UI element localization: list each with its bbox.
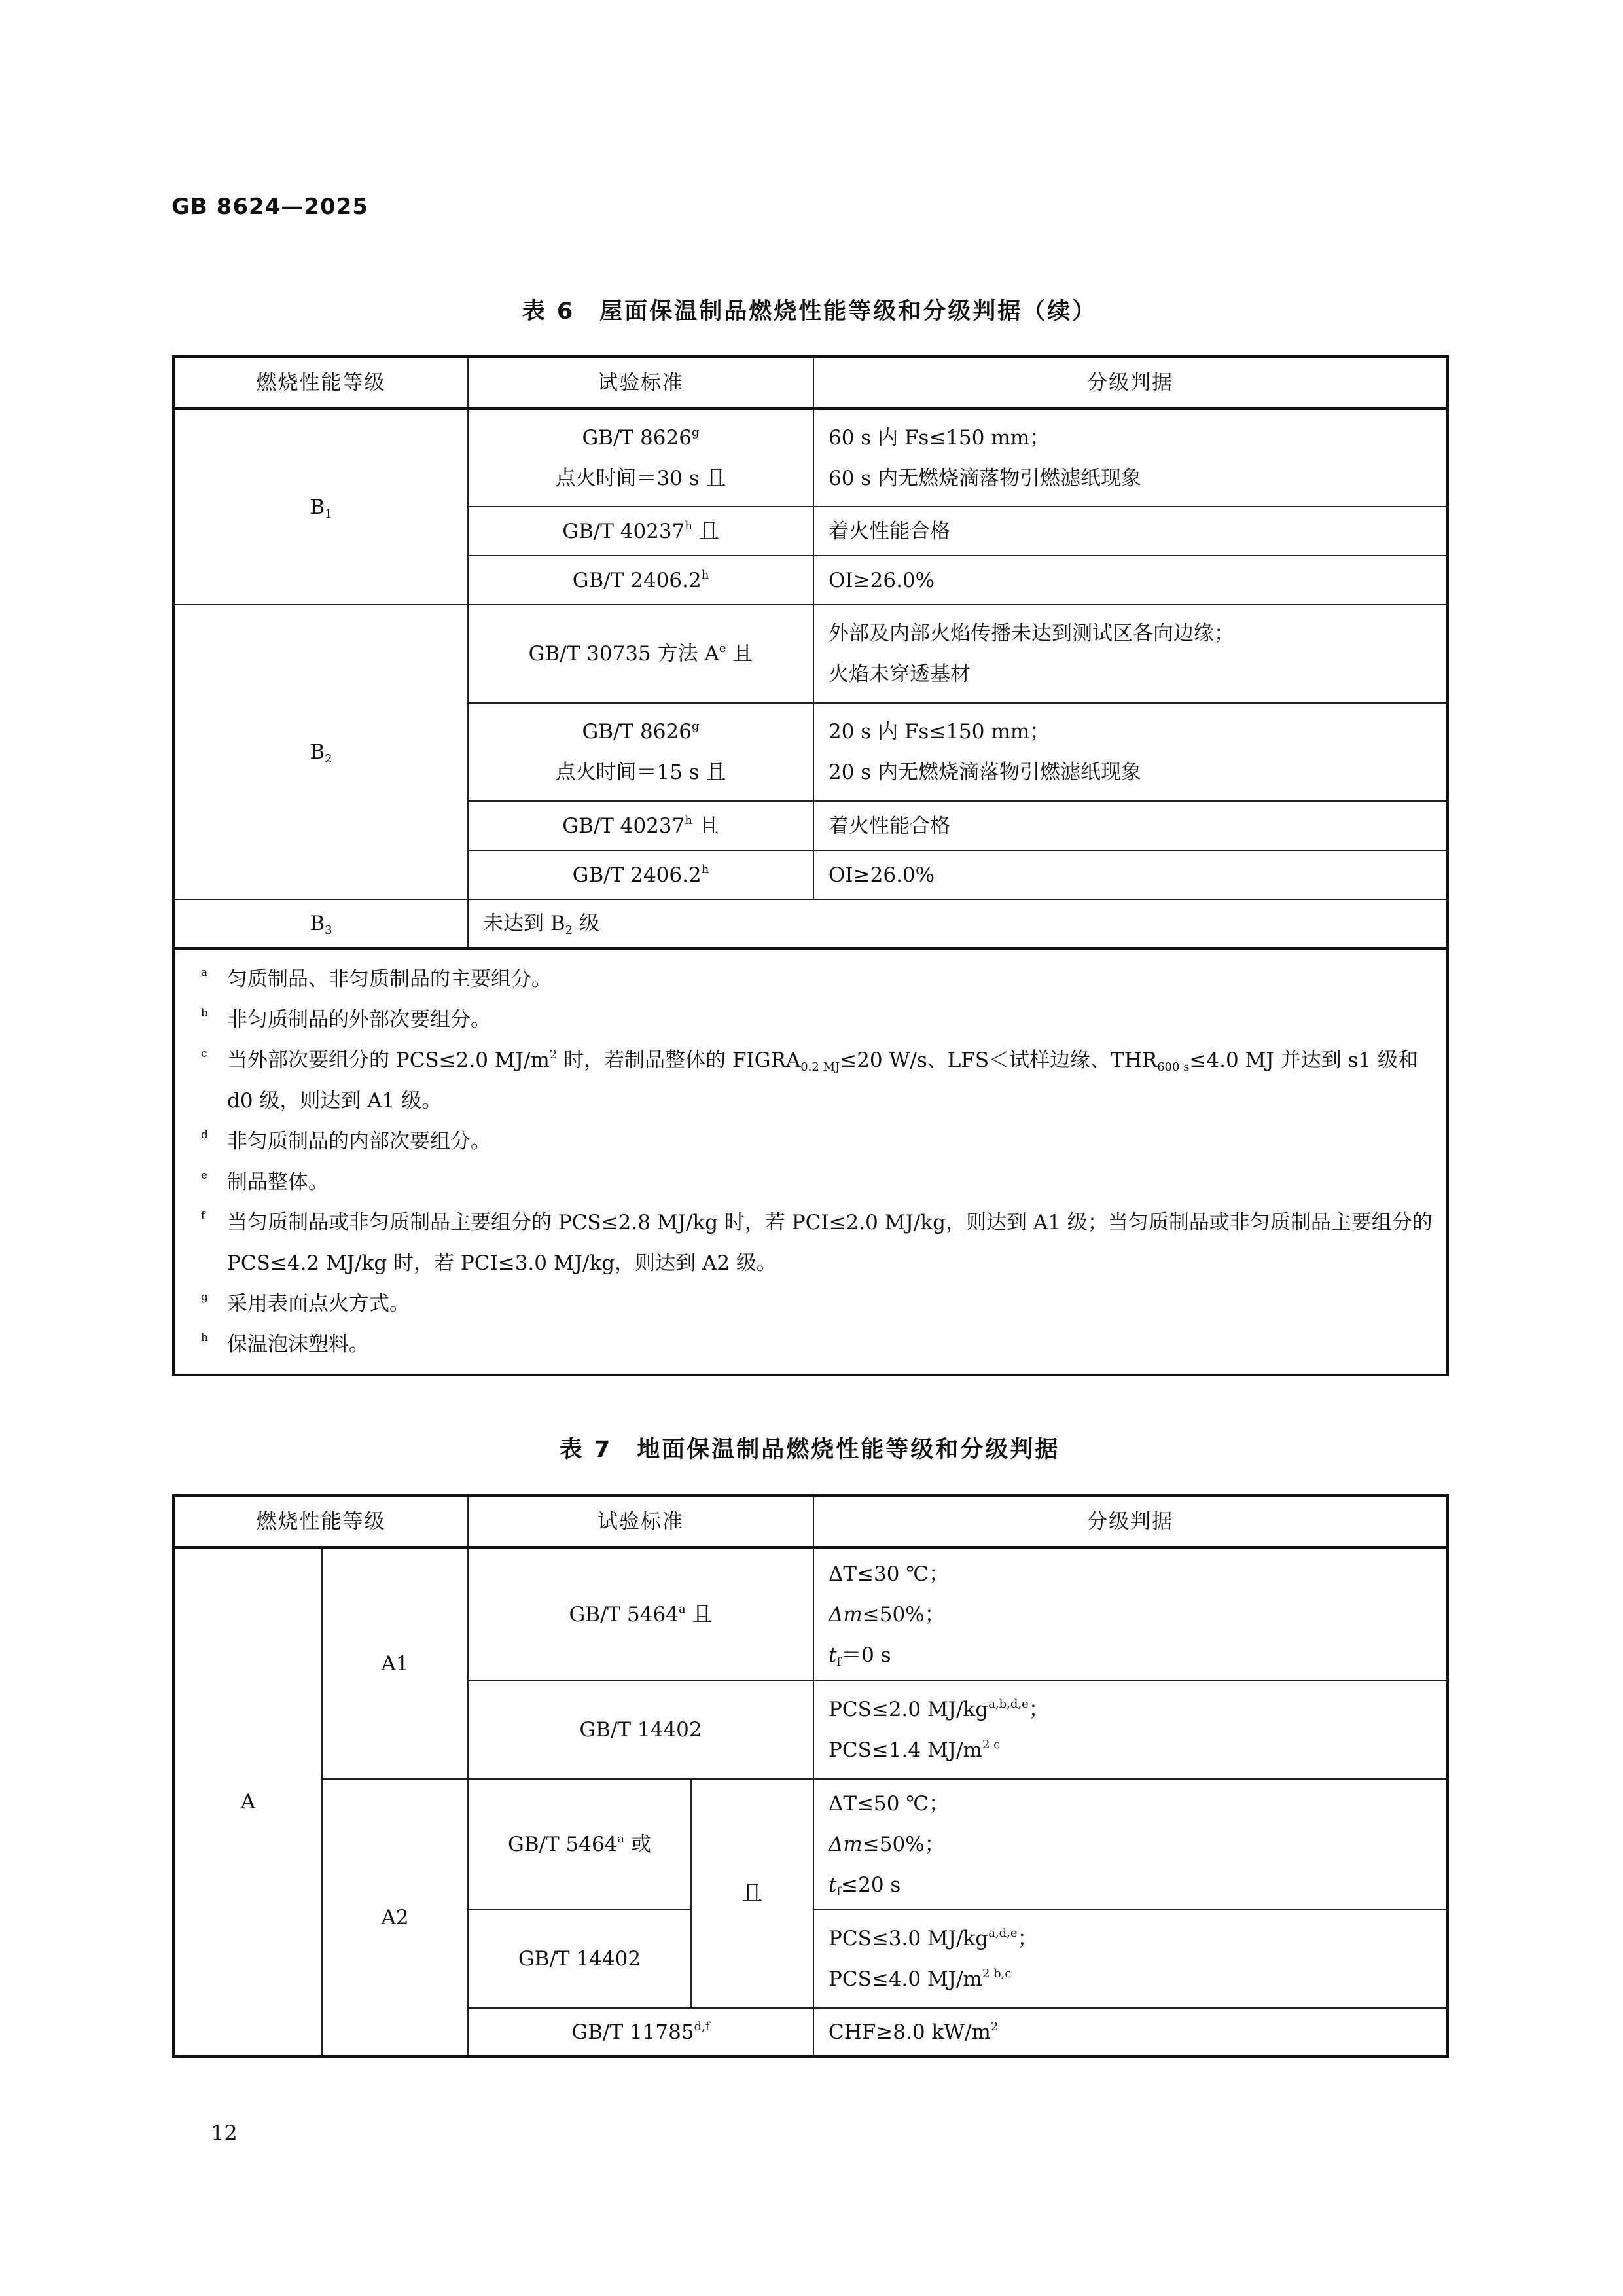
criteria-cell: PCS≤3.0 MJ/kg$^{a,d,e}$； PCS≤4.0 $MJ/m^{2 b,c}$	[813, 1910, 1448, 2008]
standard-cell: GB/T 40237$^h$ 且	[468, 801, 813, 850]
table6-footnotes	[173, 948, 1448, 1375]
footnote-a: a 匀质制品、非匀质制品的主要组分。	[201, 966, 552, 991]
col-header-grade: 燃烧性能等级	[173, 357, 468, 408]
grade-a2: A2	[322, 1779, 468, 2056]
criteria-cell: PCS≤2.0 MJ/kg$^{a,b,d,e}$； PCS≤1.4 $MJ/m^{2 c}$	[813, 1681, 1448, 1779]
table-row	[173, 899, 1448, 948]
standard-cell: GB/T 40237$^h$ 且	[468, 507, 813, 556]
col-header-criteria: 分级判据	[813, 1496, 1448, 1547]
standard-cell: GB/T 8626$^g$ 点火时间＝30 s 且	[468, 408, 813, 507]
table6-caption: 表 6 屋面保温制品燃烧性能等级和分级判据（续）	[522, 298, 1097, 325]
criteria-cell: 20 s 内 Fs≤150 mm； 20 s 内无燃烧滴落物引燃滤纸现象	[813, 703, 1448, 801]
footnote-g: g 采用表面点火方式。	[201, 1291, 410, 1316]
table6-notes-row	[173, 948, 1448, 1375]
standard-cell: GB/T 5464$^a$ 且	[468, 1547, 813, 1681]
standard-cell: GB/T 14402	[468, 1910, 691, 2008]
footnote-h: h 保温泡沫塑料。	[201, 1331, 369, 1356]
standard-cell: GB/T 5464$^a$ 或	[468, 1779, 691, 1910]
standard-cell: GB/T 30735 方法 $A^e$ 且	[468, 605, 813, 703]
criteria-cell: 着火性能合格	[813, 801, 1448, 850]
criteria-cell: CHF≥8.0 $kW/m^2$	[813, 2008, 1448, 2056]
criteria-cell: OI≥26.0%	[813, 850, 1448, 899]
standard-cell: GB/T 2406.2$^h$	[468, 556, 813, 605]
grade-a1: A1	[322, 1547, 468, 1779]
class-a: A	[173, 1547, 322, 2056]
standard-code: GB 8624—2025	[171, 194, 368, 220]
col-header-standard: 试验标准	[468, 1496, 813, 1547]
table6-header-row	[173, 357, 1448, 408]
table7-caption: 表 7 地面保温制品燃烧性能等级和分级判据	[559, 1437, 1060, 1463]
col-header-criteria: 分级判据	[813, 357, 1448, 408]
page-number: 12	[211, 2121, 238, 2145]
grade-b3: $B_3$	[173, 899, 468, 948]
criteria-cell: 着火性能合格	[813, 507, 1448, 556]
table7-header-row	[173, 1496, 1448, 1547]
standard-cell: GB/T 8626$^g$ 点火时间＝15 s 且	[468, 703, 813, 801]
col-header-standard: 试验标准	[468, 357, 813, 408]
footnote-e: e 制品整体。	[201, 1169, 329, 1194]
criteria-cell: OI≥26.0%	[813, 556, 1448, 605]
table-row	[173, 408, 1448, 507]
grade-b1: $B_1$	[173, 408, 468, 605]
criteria-cell: 未达到 $B_2$ 级	[468, 899, 1448, 948]
table-row	[173, 1779, 1448, 1910]
footnote-d: d 非匀质制品的内部次要组分。	[201, 1128, 491, 1153]
criteria-cell: 60 s 内 Fs≤150 mm； 60 s 内无燃烧滴落物引燃滤纸现象	[813, 408, 1448, 507]
joiner-cell: 且	[691, 1779, 813, 2008]
standard-cell: GB/T 11785$^{d,f}$	[468, 2008, 813, 2056]
table6	[172, 355, 1449, 1376]
col-header-grade: 燃烧性能等级	[173, 1496, 468, 1547]
grade-b2: $B_2$	[173, 605, 468, 899]
footnote-f: f 当匀质制品或非匀质制品主要组分的 PCS≤2.8 MJ/kg 时，若 PCI≤2.0 MJ/kg，则达到 A1 级；当匀质制品或非匀质制品主要组分的 PCS≤4.2 MJ/kg 时，若 PCI≤3.0 MJ/kg，则达到 A2 级。	[201, 1210, 1433, 1275]
standard-cell: GB/T 14402	[468, 1681, 813, 1779]
standard-cell: GB/T 2406.2$^h$	[468, 850, 813, 899]
table-row	[173, 605, 1448, 703]
table7	[172, 1494, 1449, 2058]
table-row	[173, 1547, 1448, 1681]
footnote-c: c 当外部次要组分的 PCS≤2.0 $MJ/m^2$ 时，若制品整体的 $FIGRA_{0.2 MJ}\le 20$ W/s、LFS＜试样边缘、$THR_{600 s}\le 4.0$ MJ 并达到 s1 级和 d0 级，则达到 A1 级。	[201, 1047, 1418, 1113]
criteria-cell: ΔT≤50 ℃； Δm≤50%； $t_f\le 20$ s	[813, 1779, 1448, 1910]
footnote-b: b 非匀质制品的外部次要组分。	[201, 1007, 491, 1031]
criteria-cell: 外部及内部火焰传播未达到测试区各向边缘； 火焰未穿透基材	[813, 605, 1448, 703]
criteria-cell: ΔT≤30 ℃； Δm≤50%； $t_f=0$ s	[813, 1547, 1448, 1681]
